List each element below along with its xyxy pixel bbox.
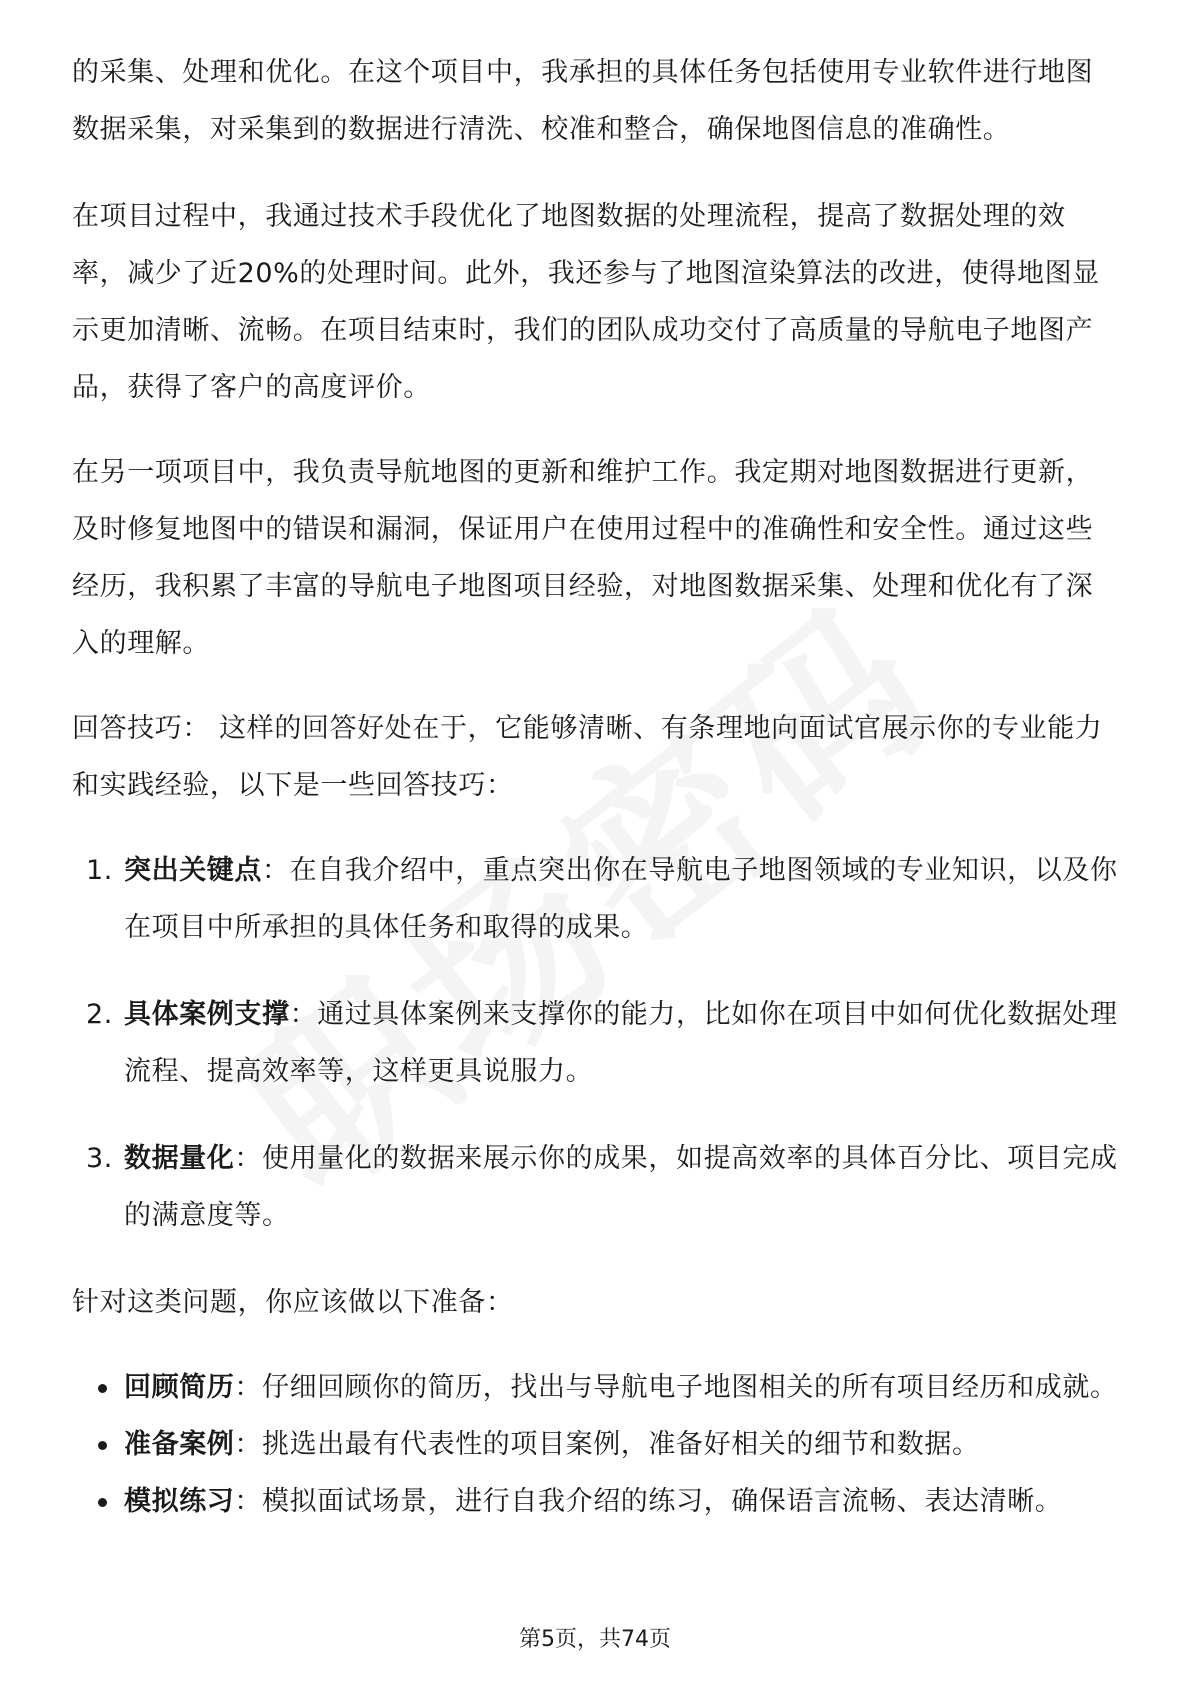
list-number: 3.	[86, 1143, 113, 1174]
list-item	[72, 986, 1118, 1100]
tip-title: 数据量化	[124, 1143, 235, 1174]
paragraph-3: 在另一项项目中，我负责导航地图的更新和维护工作。我定期对地图数据进行更新，及时修复地图中的错误和漏洞，保证用户在使用过程中的准确性和安全性。通过这些经历，我积累了丰富的导航电子地图项目经验，对地图数据采集、处理和优化有了深入的理解。	[72, 457, 1094, 659]
prep-text: ：挑选出最有代表性的项目案例，准备好相关的细节和数据。	[234, 1429, 980, 1460]
paragraph-1: 的采集、处理和优化。在这个项目中，我承担的具体任务包括使用专业软件进行地图数据采集，对采集到的数据进行清洗、校准和整合，确保地图信息的准确性。	[72, 57, 1094, 145]
tip-title: 突出关键点	[124, 855, 262, 886]
prep-text: ：仔细回顾你的简历，找出与导航电子地图相关的所有项目经历和成就。	[234, 1372, 1118, 1403]
prep-title: 准备案例	[124, 1429, 235, 1460]
list-item	[72, 1473, 1118, 1530]
bullet-icon	[98, 1441, 107, 1450]
bullet-icon	[98, 1384, 107, 1393]
list-item	[72, 842, 1118, 956]
list-item	[72, 1359, 1118, 1416]
list-number: 2.	[86, 999, 113, 1030]
prep-title: 回顾简历	[124, 1372, 235, 1403]
paragraph-answer-tips: 回答技巧： 这样的回答好处在于，它能够清晰、有条理地向面试官展示你的专业能力和实践经验，以下是一些回答技巧：	[72, 713, 1103, 801]
tip-title: 具体案例支撑	[124, 999, 290, 1030]
prep-list	[72, 1359, 1118, 1530]
tip-text: ：通过具体案例来支撑你的能力，比如你在项目中如何优化数据处理流程、提高效率等，这样更具说服力。	[124, 999, 1118, 1087]
list-item	[72, 1130, 1118, 1244]
list-number: 1.	[86, 855, 113, 886]
prep-text: ：模拟面试场景，进行自我介绍的练习，确保语言流畅、表达清晰。	[234, 1486, 1063, 1517]
tips-list	[72, 842, 1118, 1244]
tip-text: ：在自我介绍中，重点突出你在导航电子地图领域的专业知识，以及你在项目中所承担的具体任务和取得的成果。	[124, 855, 1118, 943]
paragraph-2: 在项目过程中，我通过技术手段优化了地图数据的处理流程，提高了数据处理的效率，减少了近20%的处理时间。此外，我还参与了地图渲染算法的改进，使得地图显示更加清晰、流畅。在项目结束时，我们的团队成功交付了高质量的导航电子地图产品，获得了客户的高度评价。	[72, 201, 1100, 403]
bullet-icon	[98, 1498, 107, 1507]
list-item	[72, 1416, 1118, 1473]
tip-text: ：使用量化的数据来展示你的成果，如提高效率的具体百分比、项目完成的满意度等。	[124, 1143, 1118, 1231]
prep-intro: 针对这类问题，你应该做以下准备：	[72, 1287, 514, 1318]
prep-title: 模拟练习	[124, 1486, 235, 1517]
page-content	[72, 44, 1118, 1530]
page-footer: 第5页，共74页	[519, 1627, 671, 1652]
